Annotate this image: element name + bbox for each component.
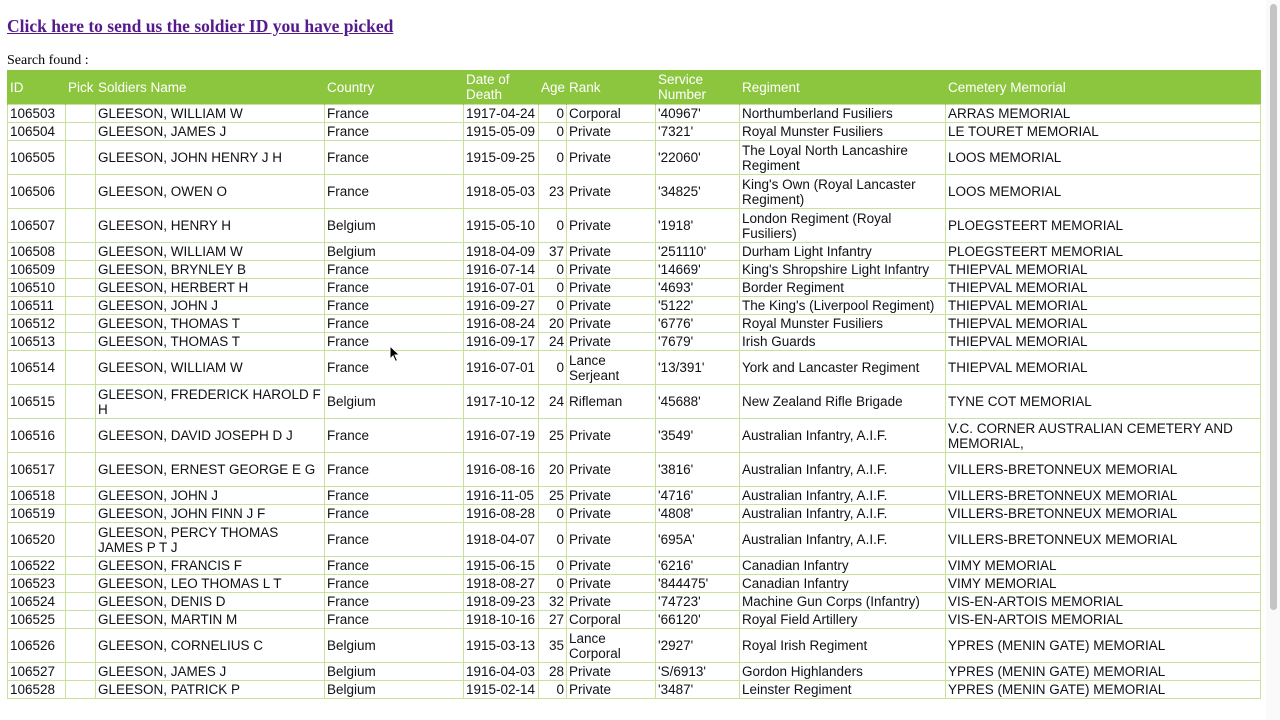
cell-country: France: [325, 575, 464, 593]
cell-regiment: Royal Munster Fusiliers: [740, 315, 946, 333]
cell-regiment: Royal Field Artillery: [740, 611, 946, 629]
table-row: [8, 209, 1261, 243]
cell-rank: Private: [567, 523, 656, 557]
cell-cemetery-memorial: YPRES (MENIN GATE) MEMORIAL: [946, 681, 1261, 699]
scrollbar-thumb[interactable]: [1270, 4, 1277, 610]
cell-service-number: '6216': [656, 557, 740, 575]
cell-id: 106522: [8, 557, 66, 575]
table-row: [8, 611, 1261, 629]
cell-rank: Private: [567, 141, 656, 175]
cell-rank: Private: [567, 663, 656, 681]
cell-rank: Private: [567, 557, 656, 575]
cell-id: 106509: [8, 261, 66, 279]
cell-age: 23: [539, 175, 567, 209]
cell-age: 0: [539, 351, 567, 385]
cell-cemetery-memorial: V.C. CORNER AUSTRALIAN CEMETERY AND MEMORIAL,: [946, 419, 1261, 453]
cell-pick[interactable]: [66, 385, 96, 419]
table-header-row: [8, 70, 1261, 105]
cell-pick[interactable]: [66, 523, 96, 557]
results-table: [7, 70, 1261, 699]
cell-service-number: '4716': [656, 487, 740, 505]
cell-date-of-death: 1915-03-13: [464, 629, 539, 663]
cell-soldier-name: GLEESON, THOMAS T: [96, 333, 325, 351]
cell-age: 0: [539, 279, 567, 297]
cell-country: France: [325, 175, 464, 209]
cell-pick[interactable]: [66, 175, 96, 209]
cell-regiment: Australian Infantry, A.I.F.: [740, 453, 946, 487]
cell-age: 0: [539, 557, 567, 575]
cell-soldier-name: GLEESON, JAMES J: [96, 663, 325, 681]
cell-date-of-death: 1915-06-15: [464, 557, 539, 575]
cell-country: France: [325, 123, 464, 141]
cell-date-of-death: 1917-10-12: [464, 385, 539, 419]
cell-soldier-name: GLEESON, DAVID JOSEPH D J: [96, 419, 325, 453]
cell-date-of-death: 1918-05-03: [464, 175, 539, 209]
cell-date-of-death: 1918-10-16: [464, 611, 539, 629]
cell-id: 106505: [8, 141, 66, 175]
table-row: [8, 419, 1261, 453]
cell-service-number: '7321': [656, 123, 740, 141]
search-found-label: Search found :: [7, 53, 89, 68]
cell-age: 0: [539, 523, 567, 557]
cell-pick[interactable]: [66, 505, 96, 523]
cell-id: 106516: [8, 419, 66, 453]
cell-regiment: The King's (Liverpool Regiment): [740, 297, 946, 315]
cell-id: 106520: [8, 523, 66, 557]
cell-service-number: '7679': [656, 333, 740, 351]
cell-pick[interactable]: [66, 593, 96, 611]
cell-age: 0: [539, 297, 567, 315]
header-pick: Pick: [66, 70, 96, 105]
cell-date-of-death: 1916-07-14: [464, 261, 539, 279]
cell-pick[interactable]: [66, 557, 96, 575]
cell-age: 0: [539, 209, 567, 243]
table-row: [8, 593, 1261, 611]
cell-pick[interactable]: [66, 333, 96, 351]
cell-age: 0: [539, 681, 567, 699]
cell-service-number: '3816': [656, 453, 740, 487]
cell-regiment: Leinster Regiment: [740, 681, 946, 699]
cell-date-of-death: 1918-04-07: [464, 523, 539, 557]
cell-rank: Private: [567, 681, 656, 699]
cell-pick[interactable]: [66, 105, 96, 123]
cell-id: 106506: [8, 175, 66, 209]
cell-service-number: '695A': [656, 523, 740, 557]
cell-country: France: [325, 505, 464, 523]
cell-country: France: [325, 453, 464, 487]
table-row: [8, 333, 1261, 351]
cell-cemetery-memorial: VILLERS-BRETONNEUX MEMORIAL: [946, 487, 1261, 505]
cell-pick[interactable]: [66, 575, 96, 593]
cell-age: 0: [539, 505, 567, 523]
cell-regiment: Australian Infantry, A.I.F.: [740, 505, 946, 523]
cell-service-number: '45688': [656, 385, 740, 419]
cell-age: 25: [539, 487, 567, 505]
cell-soldier-name: GLEESON, JOHN HENRY J H: [96, 141, 325, 175]
cell-country: France: [325, 557, 464, 575]
cell-id: 106503: [8, 105, 66, 123]
table-row: [8, 523, 1261, 557]
cell-age: 27: [539, 611, 567, 629]
cell-cemetery-memorial: VILLERS-BRETONNEUX MEMORIAL: [946, 453, 1261, 487]
cell-soldier-name: GLEESON, DENIS D: [96, 593, 325, 611]
cell-service-number: '4808': [656, 505, 740, 523]
table-row: [8, 487, 1261, 505]
cell-cemetery-memorial: THIEPVAL MEMORIAL: [946, 333, 1261, 351]
cell-id: 106518: [8, 487, 66, 505]
cell-date-of-death: 1916-07-01: [464, 351, 539, 385]
cell-rank: Private: [567, 261, 656, 279]
cell-rank: Private: [567, 297, 656, 315]
table-row: [8, 681, 1261, 699]
cell-cemetery-memorial: LOOS MEMORIAL: [946, 175, 1261, 209]
cell-rank: Private: [567, 243, 656, 261]
mouse-pointer-icon: [389, 345, 401, 363]
header-regiment: Regiment: [740, 70, 946, 105]
table-row: [8, 351, 1261, 385]
cell-id: 106524: [8, 593, 66, 611]
cell-soldier-name: GLEESON, JAMES J: [96, 123, 325, 141]
cell-age: 20: [539, 453, 567, 487]
cell-rank: Private: [567, 175, 656, 209]
cell-country: France: [325, 487, 464, 505]
cell-service-number: '3549': [656, 419, 740, 453]
cell-rank: Private: [567, 593, 656, 611]
header-age: Age: [539, 70, 567, 105]
cell-age: 0: [539, 575, 567, 593]
cell-rank: Private: [567, 209, 656, 243]
cell-date-of-death: 1915-05-09: [464, 123, 539, 141]
cell-cemetery-memorial: VIMY MEMORIAL: [946, 557, 1261, 575]
cell-rank: Rifleman: [567, 385, 656, 419]
cell-date-of-death: 1916-04-03: [464, 663, 539, 681]
cell-age: 35: [539, 629, 567, 663]
cell-rank: Lance Corporal: [567, 629, 656, 663]
cell-soldier-name: GLEESON, CORNELIUS C: [96, 629, 325, 663]
cell-country: France: [325, 261, 464, 279]
table-row: [8, 297, 1261, 315]
cell-regiment: Canadian Infantry: [740, 557, 946, 575]
cell-pick[interactable]: [66, 681, 96, 699]
cell-service-number: '13/391': [656, 351, 740, 385]
cell-cemetery-memorial: VIS-EN-ARTOIS MEMORIAL: [946, 611, 1261, 629]
cell-soldier-name: GLEESON, WILLIAM W: [96, 351, 325, 385]
cell-service-number: '3487': [656, 681, 740, 699]
cell-country: France: [325, 523, 464, 557]
cell-regiment: King's Own (Royal Lancaster Regiment): [740, 175, 946, 209]
cell-country: France: [325, 315, 464, 333]
cell-regiment: Australian Infantry, A.I.F.: [740, 419, 946, 453]
header-service-number: Service Number: [656, 70, 740, 105]
cell-pick[interactable]: [66, 419, 96, 453]
cell-service-number: '5122': [656, 297, 740, 315]
table-row: [8, 663, 1261, 681]
cell-pick[interactable]: [66, 487, 96, 505]
cell-date-of-death: 1915-09-25: [464, 141, 539, 175]
cell-rank: Private: [567, 487, 656, 505]
cell-country: Belgium: [325, 243, 464, 261]
cell-cemetery-memorial: ARRAS MEMORIAL: [946, 105, 1261, 123]
results-body: [8, 105, 1261, 699]
cell-country: Belgium: [325, 385, 464, 419]
cell-date-of-death: 1918-08-27: [464, 575, 539, 593]
cell-service-number: '40967': [656, 105, 740, 123]
cell-pick[interactable]: [66, 141, 96, 175]
cell-soldier-name: GLEESON, BRYNLEY B: [96, 261, 325, 279]
header-date-of-death: Date of Death: [464, 70, 539, 105]
table-row: [8, 141, 1261, 175]
cell-cemetery-memorial: YPRES (MENIN GATE) MEMORIAL: [946, 663, 1261, 681]
cell-id: 106527: [8, 663, 66, 681]
cell-country: Belgium: [325, 209, 464, 243]
cell-date-of-death: 1918-04-09: [464, 243, 539, 261]
cell-regiment: Machine Gun Corps (Infantry): [740, 593, 946, 611]
cell-soldier-name: GLEESON, JOHN J: [96, 487, 325, 505]
cell-cemetery-memorial: LE TOURET MEMORIAL: [946, 123, 1261, 141]
cell-regiment: Canadian Infantry: [740, 575, 946, 593]
table-row: [8, 557, 1261, 575]
cell-regiment: The Loyal North Lancashire Regiment: [740, 141, 946, 175]
cell-cemetery-memorial: VIMY MEMORIAL: [946, 575, 1261, 593]
cell-rank: Private: [567, 505, 656, 523]
cell-id: 106504: [8, 123, 66, 141]
cell-soldier-name: GLEESON, FREDERICK HAROLD F H: [96, 385, 325, 419]
table-row: [8, 123, 1261, 141]
cell-rank: Corporal: [567, 105, 656, 123]
cell-regiment: Northumberland Fusiliers: [740, 105, 946, 123]
table-row: [8, 505, 1261, 523]
cell-country: France: [325, 105, 464, 123]
cell-date-of-death: 1916-07-19: [464, 419, 539, 453]
cell-date-of-death: 1915-05-10: [464, 209, 539, 243]
table-row: [8, 279, 1261, 297]
cell-cemetery-memorial: THIEPVAL MEMORIAL: [946, 351, 1261, 385]
cell-country: France: [325, 297, 464, 315]
cell-date-of-death: 1916-08-24: [464, 315, 539, 333]
cell-age: 32: [539, 593, 567, 611]
cell-rank: Private: [567, 575, 656, 593]
header-rank: Rank: [567, 70, 656, 105]
cell-soldier-name: GLEESON, PATRICK P: [96, 681, 325, 699]
cell-age: 24: [539, 385, 567, 419]
cell-rank: Lance Serjeant: [567, 351, 656, 385]
cell-rank: Private: [567, 315, 656, 333]
cell-country: Belgium: [325, 663, 464, 681]
cell-country: Belgium: [325, 681, 464, 699]
cell-regiment: York and Lancaster Regiment: [740, 351, 946, 385]
cell-service-number: '251110': [656, 243, 740, 261]
cell-service-number: '66120': [656, 611, 740, 629]
cell-regiment: Royal Munster Fusiliers: [740, 123, 946, 141]
cell-pick[interactable]: [66, 611, 96, 629]
cell-country: Belgium: [325, 629, 464, 663]
cell-soldier-name: GLEESON, OWEN O: [96, 175, 325, 209]
cell-cemetery-memorial: TYNE COT MEMORIAL: [946, 385, 1261, 419]
cell-cemetery-memorial: THIEPVAL MEMORIAL: [946, 297, 1261, 315]
cell-date-of-death: 1916-08-16: [464, 453, 539, 487]
cell-pick[interactable]: [66, 663, 96, 681]
table-row: [8, 175, 1261, 209]
cell-service-number: '4693': [656, 279, 740, 297]
cell-date-of-death: 1916-08-28: [464, 505, 539, 523]
cell-pick[interactable]: [66, 123, 96, 141]
cell-soldier-name: GLEESON, HERBERT H: [96, 279, 325, 297]
cell-age: 20: [539, 315, 567, 333]
header-soldiers-name: Soldiers Name: [96, 70, 325, 105]
cell-country: France: [325, 333, 464, 351]
cell-pick[interactable]: [66, 453, 96, 487]
cell-service-number: '22060': [656, 141, 740, 175]
cell-pick[interactable]: [66, 279, 96, 297]
cell-id: 106528: [8, 681, 66, 699]
cell-pick[interactable]: [66, 351, 96, 385]
cell-cemetery-memorial: VILLERS-BRETONNEUX MEMORIAL: [946, 523, 1261, 557]
table-row: [8, 453, 1261, 487]
cell-regiment: Gordon Highlanders: [740, 663, 946, 681]
cell-regiment: Durham Light Infantry: [740, 243, 946, 261]
cell-rank: Private: [567, 123, 656, 141]
cell-cemetery-memorial: PLOEGSTEERT MEMORIAL: [946, 209, 1261, 243]
cell-service-number: '844475': [656, 575, 740, 593]
cell-id: 106508: [8, 243, 66, 261]
cell-regiment: Royal Irish Regiment: [740, 629, 946, 663]
cell-service-number: '6776': [656, 315, 740, 333]
cell-date-of-death: 1916-11-05: [464, 487, 539, 505]
send-soldier-id-link[interactable]: Click here to send us the soldier ID you have picked: [7, 16, 394, 36]
cell-id: 106507: [8, 209, 66, 243]
table-row: [8, 105, 1261, 123]
cell-service-number: '74723': [656, 593, 740, 611]
cell-cemetery-memorial: LOOS MEMORIAL: [946, 141, 1261, 175]
cell-age: 28: [539, 663, 567, 681]
table-row: [8, 243, 1261, 261]
cell-pick[interactable]: [66, 209, 96, 243]
cell-soldier-name: GLEESON, THOMAS T: [96, 315, 325, 333]
cell-age: 0: [539, 123, 567, 141]
cell-pick[interactable]: [66, 297, 96, 315]
cell-date-of-death: 1918-09-23: [464, 593, 539, 611]
table-row: [8, 385, 1261, 419]
cell-age: 24: [539, 333, 567, 351]
cell-soldier-name: GLEESON, JOHN J: [96, 297, 325, 315]
cell-id: 106523: [8, 575, 66, 593]
cell-soldier-name: GLEESON, FRANCIS F: [96, 557, 325, 575]
cell-pick[interactable]: [66, 261, 96, 279]
cell-cemetery-memorial: VIS-EN-ARTOIS MEMORIAL: [946, 593, 1261, 611]
cell-pick[interactable]: [66, 629, 96, 663]
cell-service-number: '34825': [656, 175, 740, 209]
cell-date-of-death: 1916-07-01: [464, 279, 539, 297]
cell-regiment: Irish Guards: [740, 333, 946, 351]
header-id: ID: [8, 70, 66, 105]
cell-rank: Corporal: [567, 611, 656, 629]
cell-id: 106511: [8, 297, 66, 315]
cell-age: 0: [539, 141, 567, 175]
cell-id: 106519: [8, 505, 66, 523]
cell-soldier-name: GLEESON, LEO THOMAS L T: [96, 575, 325, 593]
cell-age: 0: [539, 261, 567, 279]
cell-cemetery-memorial: THIEPVAL MEMORIAL: [946, 279, 1261, 297]
cell-cemetery-memorial: PLOEGSTEERT MEMORIAL: [946, 243, 1261, 261]
table-row: [8, 575, 1261, 593]
cell-soldier-name: GLEESON, WILLIAM W: [96, 105, 325, 123]
cell-cemetery-memorial: VILLERS-BRETONNEUX MEMORIAL: [946, 505, 1261, 523]
cell-pick[interactable]: [66, 243, 96, 261]
table-row: [8, 629, 1261, 663]
cell-regiment: Australian Infantry, A.I.F.: [740, 523, 946, 557]
cell-cemetery-memorial: THIEPVAL MEMORIAL: [946, 315, 1261, 333]
cell-service-number: '2927': [656, 629, 740, 663]
table-row: [8, 261, 1261, 279]
cell-service-number: '14669': [656, 261, 740, 279]
cell-date-of-death: 1916-09-17: [464, 333, 539, 351]
cell-soldier-name: GLEESON, MARTIN M: [96, 611, 325, 629]
cell-service-number: '1918': [656, 209, 740, 243]
cell-rank: Private: [567, 419, 656, 453]
cell-id: 106526: [8, 629, 66, 663]
cell-service-number: 'S/6913': [656, 663, 740, 681]
header-country: Country: [325, 70, 464, 105]
cell-id: 106525: [8, 611, 66, 629]
cell-cemetery-memorial: THIEPVAL MEMORIAL: [946, 261, 1261, 279]
cell-country: France: [325, 611, 464, 629]
cell-country: France: [325, 419, 464, 453]
cell-regiment: Australian Infantry, A.I.F.: [740, 487, 946, 505]
cell-date-of-death: 1917-04-24: [464, 105, 539, 123]
cell-regiment: Border Regiment: [740, 279, 946, 297]
cell-cemetery-memorial: YPRES (MENIN GATE) MEMORIAL: [946, 629, 1261, 663]
table-row: [8, 315, 1261, 333]
cell-date-of-death: 1915-02-14: [464, 681, 539, 699]
vertical-scrollbar[interactable]: [1266, 0, 1280, 720]
cell-regiment: King's Shropshire Light Infantry: [740, 261, 946, 279]
cell-date-of-death: 1916-09-27: [464, 297, 539, 315]
cell-id: 106510: [8, 279, 66, 297]
cell-rank: Private: [567, 279, 656, 297]
cell-country: France: [325, 351, 464, 385]
cell-soldier-name: GLEESON, HENRY H: [96, 209, 325, 243]
cell-age: 25: [539, 419, 567, 453]
cell-soldier-name: GLEESON, JOHN FINN J F: [96, 505, 325, 523]
cell-pick[interactable]: [66, 315, 96, 333]
cell-age: 0: [539, 105, 567, 123]
cell-id: 106514: [8, 351, 66, 385]
cell-country: France: [325, 593, 464, 611]
cell-soldier-name: GLEESON, ERNEST GEORGE E G: [96, 453, 325, 487]
header-cemetery-memorial: Cemetery Memorial: [946, 70, 1261, 105]
cell-regiment: London Regiment (Royal Fusiliers): [740, 209, 946, 243]
cell-regiment: New Zealand Rifle Brigade: [740, 385, 946, 419]
cell-soldier-name: GLEESON, PERCY THOMAS JAMES P T J: [96, 523, 325, 557]
cell-id: 106512: [8, 315, 66, 333]
cell-rank: Private: [567, 453, 656, 487]
cell-id: 106515: [8, 385, 66, 419]
cell-id: 106517: [8, 453, 66, 487]
cell-age: 37: [539, 243, 567, 261]
cell-rank: Private: [567, 333, 656, 351]
cell-id: 106513: [8, 333, 66, 351]
cell-soldier-name: GLEESON, WILLIAM W: [96, 243, 325, 261]
cell-country: France: [325, 141, 464, 175]
cell-country: France: [325, 279, 464, 297]
